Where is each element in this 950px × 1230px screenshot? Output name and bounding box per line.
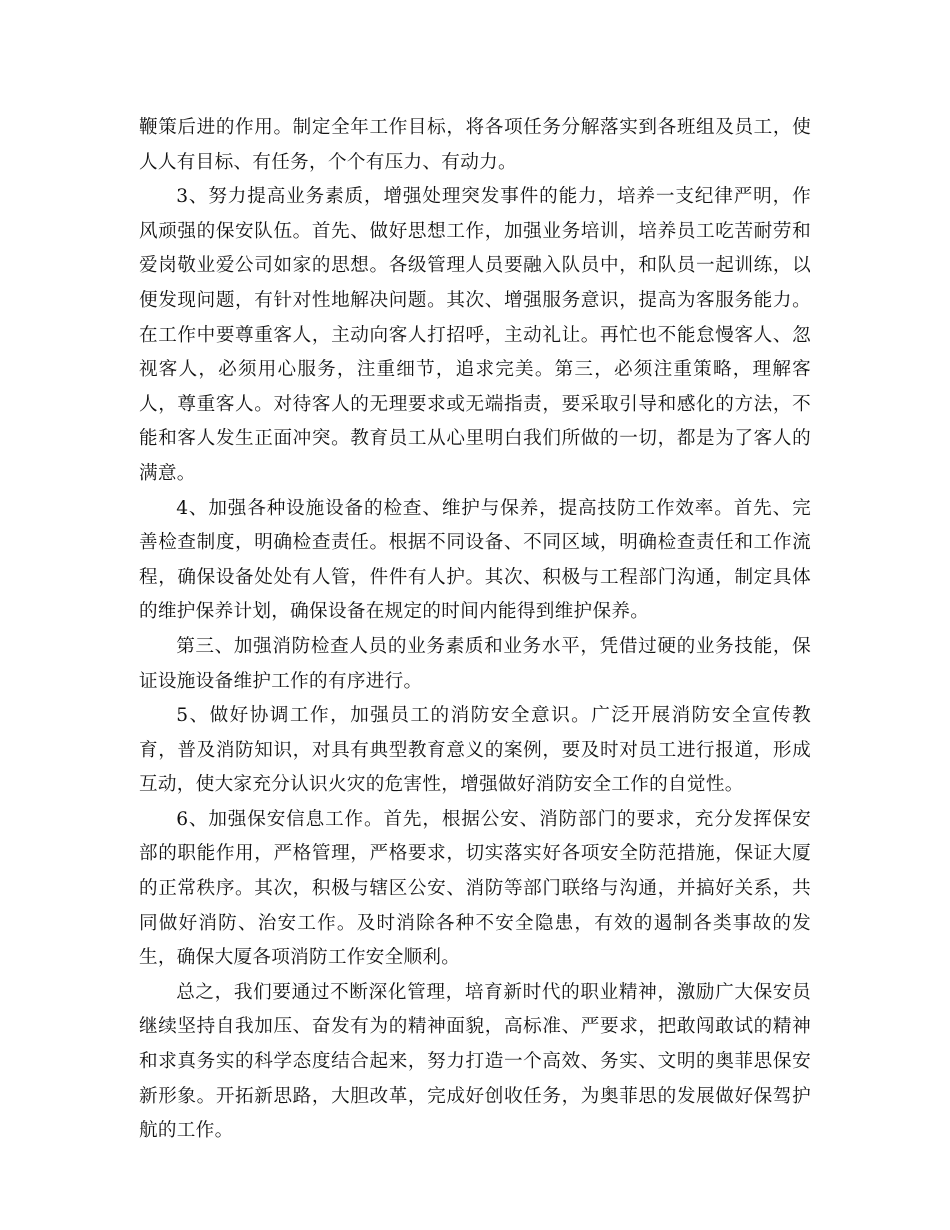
- paragraph-continuation: 鞭策后进的作用。制定全年工作目标，将各项任务分解落实到各班组及员工，使人人有目标、有任务，个个有压力、有动力。: [139, 117, 811, 173]
- paragraph-conclusion: 总之，我们要通过不断深化管理，培育新时代的职业精神，激励广大保安员继续坚持自我加压、奋发有为的精神面貌，高标准、严要求，把敢闯敢试的精神和求真务实的科学态度结合起来，努力打造一个高效、务实、文明的奥菲思保安新形象。开拓新思路，大胆改革，完成好创收任务，为奥菲思的发展做好保驾护航的工作。: [139, 981, 811, 1142]
- paragraph-item-6: 6、加强保安信息工作。首先，根据公安、消防部门的要求，充分发挥保安部的职能作用，严格管理，严格要求，切实落实好各项安全防范措施，保证大厦的正常秩序。其次，积极与辖区公安、消防等部门联络与沟通，并搞好关系，共同做好消防、治安工作。及时消除各种不安全隐患，有效的遏制各类事故的发生，确保大厦各项消防工作安全顺利。: [139, 808, 811, 969]
- document-body: [139, 111, 811, 1149]
- paragraph-item-5: 5、做好协调工作，加强员工的消防安全意识。广泛开展消防安全宣传教育，普及消防知识，对具有典型教育意义的案例，要及时对员工进行报道，形成互动，使大家充分认识火灾的危害性，增强做好消防安全工作的自觉性。: [139, 705, 811, 796]
- paragraph-item-4: 4、加强各种设施设备的检查、维护与保养，提高技防工作效率。首先、完善检查制度，明确检查责任。根据不同设备、不同区域，明确检查责任和工作流程，确保设备处处有人管，件件有人护。其次、积极与工程部门沟通，制定具体的维护保养计划，确保设备在规定的时间内能得到维护保养。: [139, 497, 811, 623]
- paragraph-item-4-third: 第三、加强消防检查人员的业务素质和业务水平，凭借过硬的业务技能，保证设施设备维护工作的有序进行。: [139, 635, 811, 692]
- paragraph-item-3: 3、努力提高业务素质，增强处理突发事件的能力，培养一支纪律严明，作风顽强的保安队伍。首先、做好思想工作，加强业务培训，培养员工吃苦耐劳和爱岗敬业爱公司如家的思想。各级管理人员要融入队员中，和队员一起训练，以便发现问题，有针对性地解决问题。其次、增强服务意识，提高为客服务能力。在工作中要尊重客人，主动向客人打招呼，主动礼让。再忙也不能怠慢客人、忽视客人，必须用心服务，注重细节，追求完美。第三，必须注重策略，理解客人，尊重客人。对待客人的无理要求或无端指责，要采取引导和感化的方法，不能和客人发生正面冲突。教育员工从心里明白我们所做的一切，都是为了客人的满意。: [139, 186, 811, 484]
